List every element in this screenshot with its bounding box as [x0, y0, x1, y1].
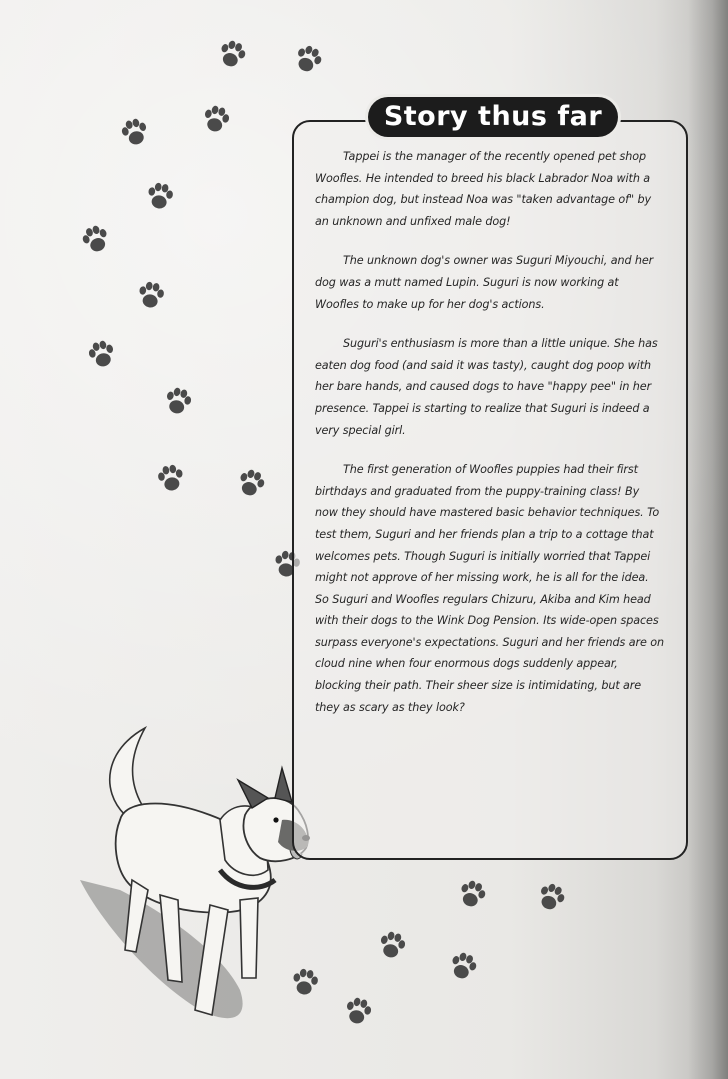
paw-print-icon — [236, 467, 268, 499]
paw-print-icon — [377, 930, 407, 961]
story-paragraph: The unknown dog's owner was Suguri Miyouchi, and her dog was a mutt named Lupin. Suguri is now working at Woofles to make up for her dog's actions. — [315, 254, 654, 311]
story-paragraph: Suguri's enthusiasm is more than a little unique. She has eaten dog food (and said it was tasty), caught dog poop with her bare hands, and caused dogs to have "happy pee" in her presence. Tappei is starting to realize that Suguri is indeed a very special girl. — [315, 337, 658, 437]
paw-print-icon — [201, 104, 231, 135]
paw-print-icon — [457, 878, 489, 910]
paw-print-icon — [448, 950, 480, 982]
paw-print-icon — [137, 280, 166, 309]
paw-print-icon — [535, 880, 568, 913]
story-text — [315, 146, 665, 736]
paw-print-icon — [343, 996, 373, 1027]
paw-print-icon — [146, 181, 175, 210]
paw-print-icon — [292, 42, 325, 75]
story-paragraph: The first generation of Woofles puppies had their first birthdays and graduated from the puppy-training class! By now they should have mastered basic behavior techniques. To test them, Suguri and her friends plan a trip to a cottage that welcomes pets. Though Suguri is initially worried that Tappei might not approve of her missing work, he is all for the idea. So Suguri and Woofles regulars Chizuru, Akiba and Kim head with their dogs to the Wink Dog Pension. Its wide-open spaces surpass everyone's expectations. Suguri and her friends are on cloud nine when four enormous dogs suddenly appear, blocking their path. Their sheer size is intimidating, but are they as scary as they look? — [315, 463, 664, 714]
paw-print-icon — [80, 223, 112, 255]
paw-print-icon — [217, 38, 249, 70]
paw-print-icon — [120, 117, 150, 148]
dog-illustration — [70, 720, 330, 1040]
page-title: Story thus far — [368, 97, 618, 137]
paw-print-icon — [163, 386, 193, 417]
paw-print-icon — [157, 463, 186, 492]
paw-print-icon — [87, 339, 117, 370]
story-paragraph: Tappei is the manager of the recently opened pet shop Woofles. He intended to breed his black Labrador Noa with a champion dog, but instead Noa was "taken advantage of" by an unknown and unfixed male dog! — [315, 150, 652, 228]
